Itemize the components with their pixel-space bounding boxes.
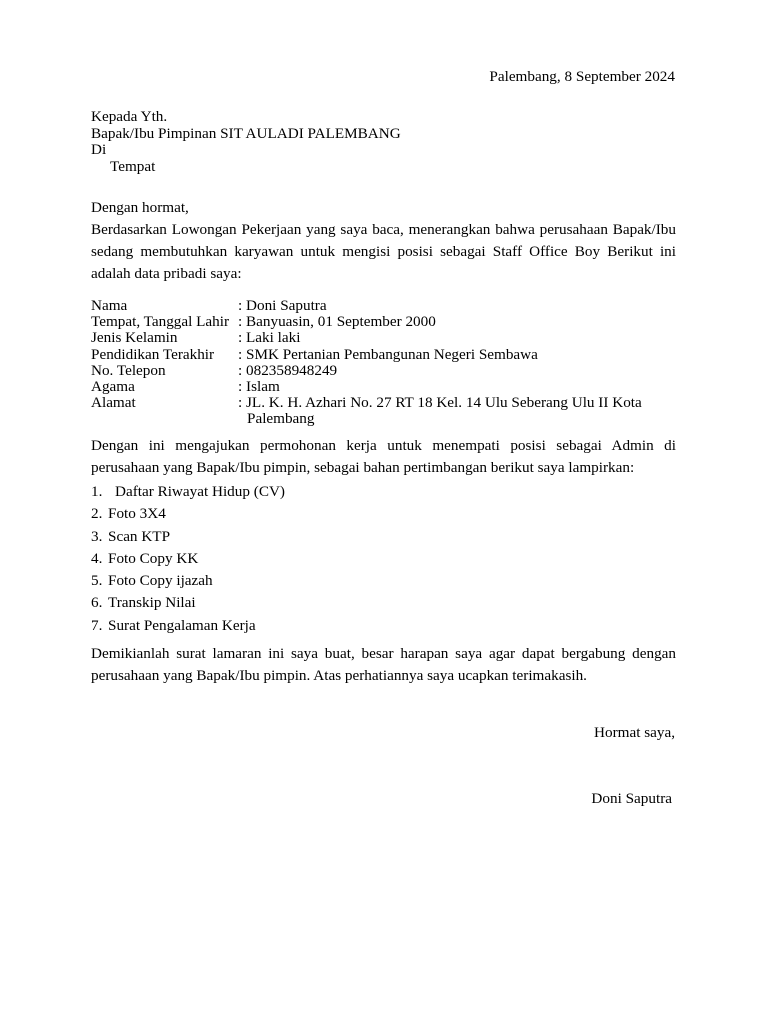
data-value: : 082358948249 [238,361,338,379]
list-item: 6. Transkip Nilai [91,594,196,612]
list-item: 7. Surat Pengalaman Kerja [91,616,256,634]
data-value: : Doni Saputra [238,297,327,314]
list-item: 4. Foto Copy KK [91,549,199,567]
data-row-ttl [91,314,678,330]
list-item: 3. Scan KTP [91,527,171,545]
recipient-block [91,109,401,175]
data-value: : Laki laki [238,329,301,347]
application-paragraph: Dengan ini mengajukan permohonan kerja untuk menempati posisi sebagai Admin di perusahaan yang Bapak/Ibu pimpin, sebagai bahan pertimbangan berikut saya lampirkan: [91,437,676,476]
data-label: Alamat [91,394,136,412]
data-row-gender [91,330,678,346]
personal-data-table [91,298,678,428]
data-label: Agama [91,378,135,396]
address-line-2: Palembang [247,410,315,428]
recipient-name: Bapak/Ibu Pimpinan SIT AULADI PALEMBANG [91,124,401,142]
data-value: : Islam [238,378,280,396]
list-item: 1. Daftar Riwayat Hidup (CV) [91,483,285,500]
data-row-education [91,347,678,363]
data-row-religion [91,379,678,395]
place-date: Palembang, 8 September 2024 [489,68,675,85]
opening-paragraph: Berdasarkan Lowongan Pekerjaan yang saya baca, menerangkan bahwa perusahaan Bapak/Ibu sedang membutuhkan karyawan untuk mengisi posisi sebagai Staff Office Boy Berikut ini adalah data pribadi saya: [91,221,676,282]
data-row-phone [91,363,678,379]
signature-name: Doni Saputra [591,790,672,807]
data-value: : SMK Pertanian Pembangunan Negeri Sembawa [238,345,538,363]
data-row-nama [91,298,678,314]
recipient-place: Tempat [110,157,156,175]
data-label: Jenis Kelamin [91,329,178,347]
list-item: 5. Foto Copy ijazah [91,572,213,590]
data-label: Nama [91,297,128,314]
greeting: Dengan hormat, [91,199,189,216]
closing-paragraph: Demikianlah surat lamaran ini saya buat, besar harapan saya agar dapat bergabung dengan perusahaan yang Bapak/Ibu pimpin. Atas perhatiannya saya ucapkan terimakasih. [91,645,676,684]
recipient-di: Di [91,141,107,158]
attachment-list [91,481,285,637]
data-value-address [238,395,678,427]
data-label: Tempat, Tanggal Lahir [91,313,230,331]
data-label: No. Telepon [91,361,166,379]
data-value: : Banyuasin, 01 September 2000 [238,313,436,331]
recipient-salutation: Kepada Yth. [91,108,168,125]
data-label: Pendidikan Terakhir [91,345,215,363]
data-row-address [91,395,678,427]
address-line-1: : JL. K. H. Azhari No. 27 RT 18 Kel. 14 Ulu Seberang Ulu II Kota [238,394,642,412]
list-item: 2. Foto 3X4 [91,505,166,523]
closing-salutation: Hormat saya, [594,724,675,741]
